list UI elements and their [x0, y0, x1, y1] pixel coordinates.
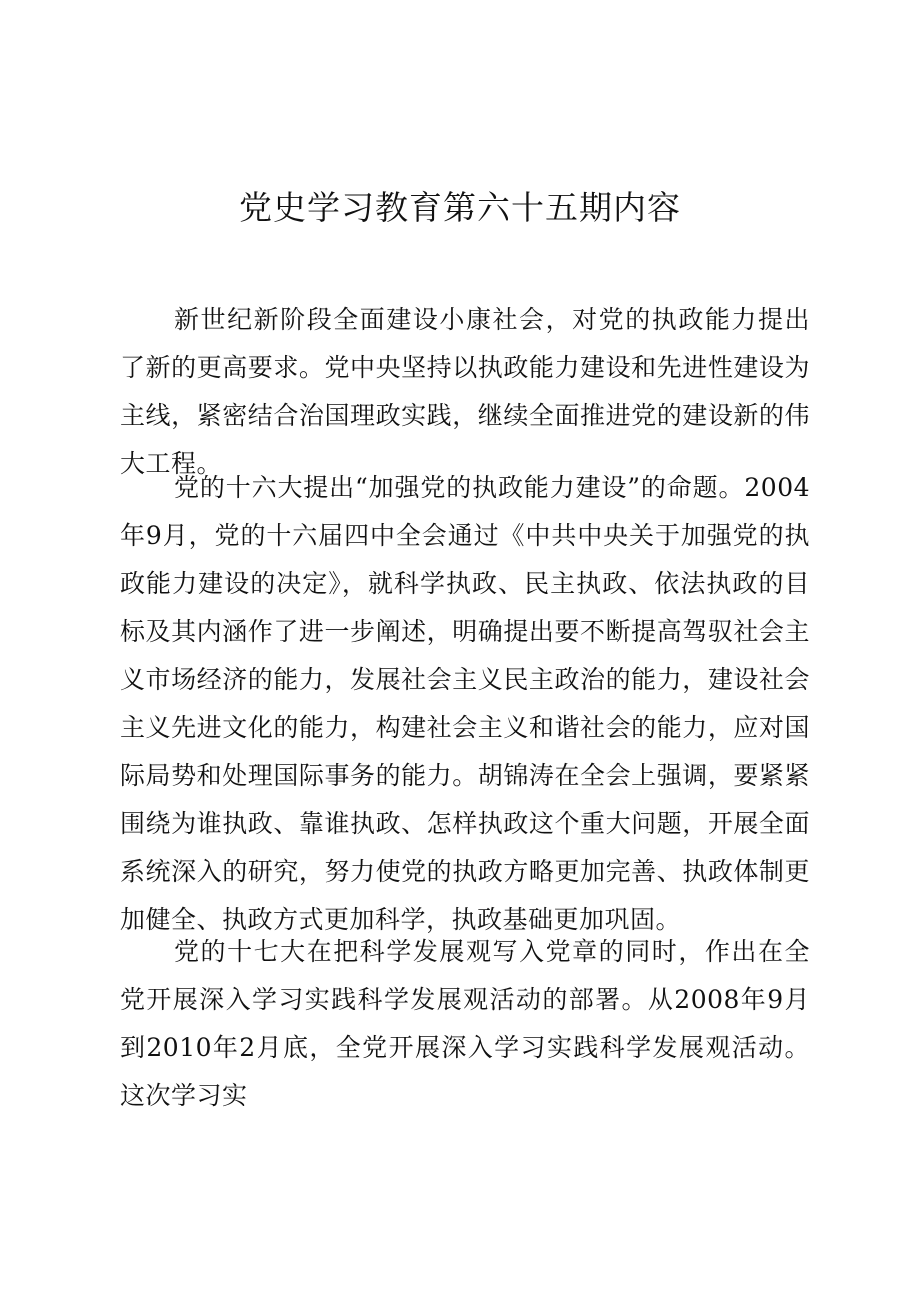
paragraph-3: 党的十七大在把科学发展观写入党章的同时，作出在全党开展深入学习实践科学发展观活动的部署。从2008年9月到2010年2月底，全党开展深入学习实践科学发展观活动。这次学习实: [120, 937, 810, 1110]
paragraph-2: 党的十六大提出“加强党的执政能力建设”的命题。2004年9月，党的十六届四中全会通过《中共中央关于加强党的执政能力建设的决定》，就科学执政、民主执政、依法执政的目标及其内涵作了进一步阐述，明确提出要不断提高驾驭社会主义市场经济的能力，发展社会主义民主政治的能力，建设社会主义先进文化的能力，构建社会主义和谐社会的能力，应对国际局势和处理国际事务的能力。胡锦涛在全会上强调，要紧紧围绕为谁执政、靠谁执政、怎样执政这个重大问题，开展全面系统深入的研究，努力使党的执政方略更加完善、执政体制更加健全、执政方式更加科学，执政基础更加巩固。: [120, 473, 810, 934]
document-title: 党史学习教育第六十五期内容: [239, 188, 681, 227]
paragraph-1: 新世纪新阶段全面建设小康社会，对党的执政能力提出了新的更高要求。党中央坚持以执政能力建设和先进性建设为主线，紧密结合治国理政实践，继续全面推进党的建设新的伟大工程。: [120, 305, 810, 478]
